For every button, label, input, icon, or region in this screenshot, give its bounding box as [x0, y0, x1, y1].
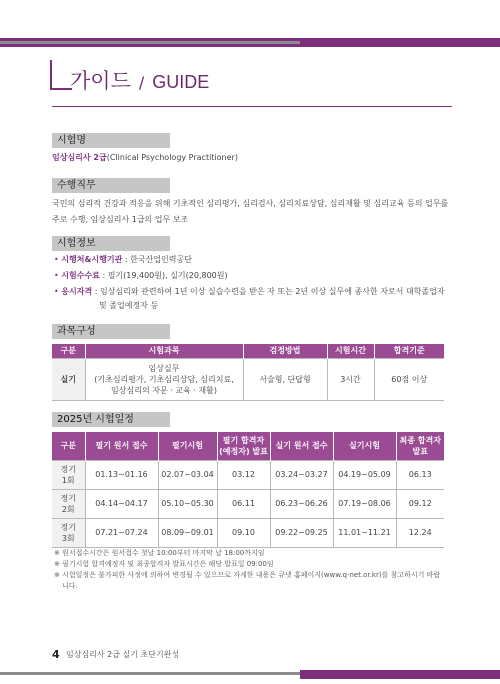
table-row: [52, 460, 444, 489]
section-heading-duties: 수행직무: [52, 178, 170, 193]
info-item-fee: [54, 270, 228, 282]
schedule-cell: 06.11: [217, 489, 270, 518]
schedule-round-cell: 정기 3회: [52, 518, 85, 547]
schedule-header-cell: 구분: [52, 432, 85, 460]
section-heading-schedule: 2025년 시험일정: [52, 412, 170, 427]
duties-line-2: 주로 수행, 임상심리사 1급의 업무 보조: [52, 215, 189, 224]
bullet-icon: •: [54, 255, 59, 264]
schedule-cell: 12.24: [396, 518, 444, 547]
schedule-round-cell: 정기 2회: [52, 489, 85, 518]
page-title-korean: 가이드: [70, 69, 131, 93]
info-value: : 임상심리와 관련하여 1년 이상 실습수련을 받은 자 또는 2년 이상 실무에 종사한 자로서 대학졸업자: [92, 287, 445, 296]
info-item-eligibility: [54, 286, 445, 298]
bottom-gray-bar: [0, 672, 300, 675]
duties-text: [52, 196, 452, 228]
schedule-cell: 03.12: [217, 460, 270, 489]
page-number: 4: [52, 648, 60, 661]
schedule-table: [52, 432, 444, 548]
schedule-header-cell: 실기 원서 접수: [270, 432, 333, 460]
subject-line: (기초심리평가, 기초심리상담, 심리치료,: [94, 374, 234, 384]
schedule-cell: 11.01~11.21: [333, 518, 396, 547]
subject-line: 임상심리의 자문 · 교육 · 재활): [111, 385, 217, 395]
schedule-cell: 07.21~07.24: [85, 518, 158, 547]
schedule-header-cell: 필기시험: [158, 432, 217, 460]
bullet-icon: •: [54, 271, 59, 280]
subjects-type-cell: 실기: [52, 358, 85, 400]
table-row: [52, 358, 444, 400]
schedule-cell: 09.10: [217, 518, 270, 547]
book-title: 임상심리사 2급 실기 초단기완성: [66, 650, 180, 659]
subjects-subject-cell: [85, 358, 243, 400]
note-line: ※ 필기시험 합격예정자 및 최종합격자 발표시간은 해당 발표일 09:00임: [54, 560, 274, 568]
page-title-slash: /: [138, 73, 145, 92]
schedule-cell: 02.07~03.04: [158, 460, 217, 489]
schedule-cell: 09.22~09.25: [270, 518, 333, 547]
section-heading-subjects: 과목구성: [52, 324, 170, 339]
schedule-cell: 04.19~05.09: [333, 460, 396, 489]
subjects-header-cell: 합격기준: [374, 344, 444, 358]
info-label: 응시자격: [61, 287, 93, 296]
top-gray-bar: [0, 41, 300, 44]
schedule-notes: [54, 548, 454, 592]
info-label: 시험수수료: [61, 271, 100, 280]
subjects-table: [52, 344, 444, 401]
schedule-cell: 08.09~09.01: [158, 518, 217, 547]
table-row: [52, 489, 444, 518]
schedule-cell: 06.13: [396, 460, 444, 489]
section-heading-exam-info: 시험정보: [52, 236, 170, 251]
schedule-round-cell: 정기 1회: [52, 460, 85, 489]
note-line: ※ 시험일정은 불가피한 사정에 의하여 변경될 수 있으므로 자세한 내용은 큐넷 홈페이지(www.q-net.or.kr)를 참고하시기 바랍: [54, 571, 441, 579]
page-title: [70, 65, 209, 95]
title-bracket: [50, 60, 72, 90]
subjects-pass-cell: 60점 이상: [374, 358, 444, 400]
schedule-cell: 01.13~01.16: [85, 460, 158, 489]
bullet-icon: •: [54, 287, 59, 296]
subjects-header-cell: 구분: [52, 344, 85, 358]
info-value: : 한국산업인력공단: [122, 255, 192, 264]
duties-line-1: 국민의 심리적 건강과 적응을 위해 기초적인 심리평가, 심리검사, 심리치료상담, 심리재활 및 심리교육 등의 업무를: [52, 199, 449, 208]
note-line: 니다.: [62, 582, 78, 590]
table-row: [52, 518, 444, 547]
note-line: ※ 원서접수시간은 원서접수 첫날 10:00부터 마지막 날 18:00까지임: [54, 549, 265, 557]
schedule-cell: 04.14~04.17: [85, 489, 158, 518]
subjects-time-cell: 3시간: [327, 358, 374, 400]
schedule-cell: 09.12: [396, 489, 444, 518]
title-rule: [52, 106, 452, 107]
section-heading-exam-name: 시험명: [52, 133, 170, 148]
exam-name-text: [52, 150, 238, 166]
schedule-header-cell: 실기시험: [333, 432, 396, 460]
schedule-cell: 07.19~08.06: [333, 489, 396, 518]
info-item-eligibility-cont: 및 졸업예정자 등: [99, 301, 159, 310]
subject-line: 임상실무: [148, 363, 180, 373]
subjects-header-cell: 시험과목: [85, 344, 243, 358]
subjects-header-cell: 시험시간: [327, 344, 374, 358]
subjects-method-cell: 서술형, 단답형: [243, 358, 327, 400]
info-item-organizer: [54, 254, 192, 266]
schedule-header-cell: 최종 합격자 발표: [396, 432, 444, 460]
info-value: : 필기(19,400원), 실기(20,800원): [99, 271, 228, 280]
bottom-accent-bar: [300, 670, 500, 679]
page-title-english: GUIDE: [152, 72, 210, 92]
exam-name-highlight: 임상심리사 2급: [52, 153, 107, 162]
schedule-header-cell: 필기 합격자 (예정자) 발표: [217, 432, 270, 460]
exam-name-english: (Clinical Psychology Practitioner): [106, 153, 238, 162]
subjects-header-cell: 검정방법: [243, 344, 327, 358]
schedule-cell: 03.24~03.27: [270, 460, 333, 489]
info-label: 시행처&시행기관: [61, 255, 123, 264]
schedule-cell: 06.23~06.26: [270, 489, 333, 518]
schedule-cell: 05.10~05.30: [158, 489, 217, 518]
schedule-header-cell: 필기 원서 접수: [85, 432, 158, 460]
